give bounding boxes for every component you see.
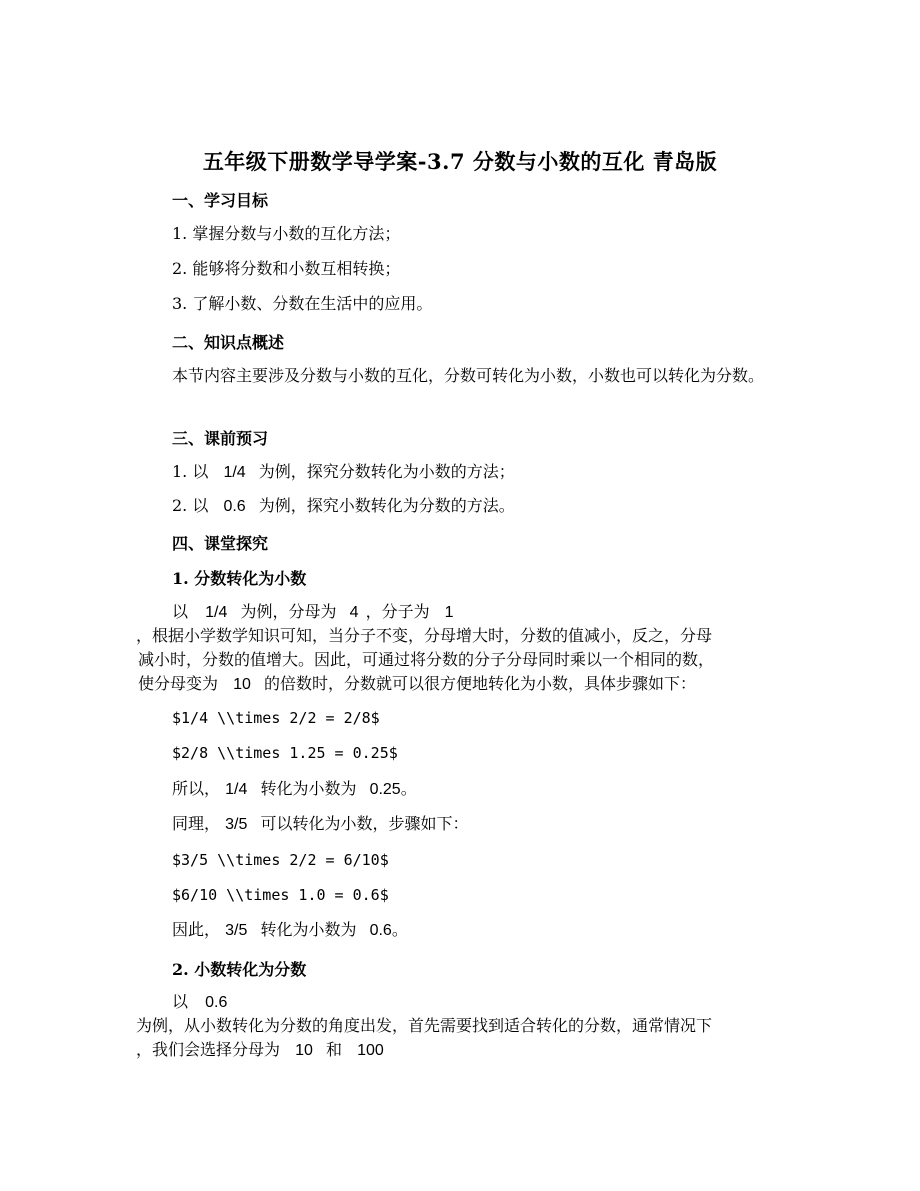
decimal-example-line-2: 为例，从小数转化为分数的角度出发，首先需要找到适合转化的分数，通常情况下: [136, 1016, 713, 1035]
fraction-example-line-4: [138, 672, 696, 697]
formula-step-3: $3/5 \\times 2/2 = 6/10$: [172, 851, 389, 869]
section-heading-preview: 三、课前预习: [172, 429, 269, 448]
preview-item-2-prefix: 2. 以: [172, 496, 209, 515]
decimal-example-line-1: [172, 990, 227, 1015]
result-decimal: 0.25: [369, 781, 401, 798]
result-line-2: [172, 918, 408, 943]
text-segment: 同理，: [172, 814, 221, 833]
fraction-value: 1/4: [205, 604, 228, 621]
objective-item-2: 2. 能够将分数和小数互相转换；: [172, 259, 401, 278]
preview-item-1: [172, 460, 515, 485]
preview-item-1-prefix: 1. 以: [172, 462, 209, 481]
text-segment: ，分子为: [365, 602, 430, 621]
result-fraction: 1/4: [225, 781, 248, 798]
result-decimal: 0.6: [369, 922, 392, 939]
fraction-example-line-1: [172, 600, 454, 625]
text-segment: 和: [326, 1040, 343, 1059]
hundred-value: 100: [357, 1042, 384, 1059]
text-segment: 以: [172, 992, 189, 1011]
similarly-line: [172, 812, 468, 837]
text-segment: 所以，: [172, 779, 221, 798]
overview-paragraph: 本节内容主要涉及分数与小数的互化，分数可转化为小数，小数也可以转化为分数。: [172, 366, 765, 385]
preview-item-1-suffix: 为例，探究分数转化为小数的方法；: [258, 462, 515, 481]
result-fraction: 3/5: [225, 922, 248, 939]
subheading-decimal-to-fraction: 2. 小数转化为分数: [172, 960, 307, 979]
formula-step-2: $2/8 \\times 1.25 = 0.25$: [172, 744, 398, 762]
text-segment: 。: [400, 779, 417, 798]
denominator-value: 4: [349, 604, 359, 621]
text-segment: 因此，: [172, 920, 221, 939]
preview-item-2-suffix: 为例，探究小数转化为分数的方法。: [258, 496, 515, 515]
ten-value: 10: [233, 676, 251, 693]
text-segment: 为例，分母为: [240, 602, 337, 621]
text-segment: 使分母变为: [138, 674, 219, 693]
numerator-value: 1: [444, 604, 454, 621]
document-title: 五年级下册数学导学案-3.7 分数与小数的互化 青岛版: [202, 149, 718, 174]
decimal-value: 0.6: [205, 994, 228, 1011]
section-heading-exploration: 四、课堂探究: [172, 534, 269, 553]
decimal-example-line-3: [136, 1038, 384, 1063]
text-segment: 。: [391, 920, 408, 939]
objective-item-1: 1. 掌握分数与小数的互化方法；: [172, 224, 401, 243]
preview-item-2: [172, 494, 515, 519]
section-heading-objectives: 一、学习目标: [172, 191, 269, 210]
objective-item-3: 3. 了解小数、分数在生活中的应用。: [172, 294, 433, 313]
text-segment: 以: [172, 602, 189, 621]
text-segment: 转化为小数为: [260, 920, 357, 939]
similar-fraction: 3/5: [225, 816, 248, 833]
preview-item-1-fraction: 1/4: [223, 464, 246, 481]
text-segment: 可以转化为小数，步骤如下：: [260, 814, 469, 833]
subheading-fraction-to-decimal: 1. 分数转化为小数: [172, 569, 307, 588]
formula-step-4: $6/10 \\times 1.0 = 0.6$: [172, 886, 389, 904]
text-segment: 的倍数时，分数就可以很方便地转化为小数，具体步骤如下：: [264, 674, 697, 693]
text-segment: ，我们会选择分母为: [136, 1040, 281, 1059]
text-segment: 转化为小数为: [260, 779, 357, 798]
preview-item-2-decimal: 0.6: [223, 498, 246, 515]
formula-step-1: $1/4 \\times 2/2 = 2/8$: [172, 709, 380, 727]
ten-value: 10: [295, 1042, 313, 1059]
fraction-example-line-2: ，根据小学数学知识可知，当分子不变，分母增大时，分数的值减小，反之，分母: [136, 626, 713, 645]
section-heading-overview: 二、知识点概述: [172, 333, 285, 352]
fraction-example-line-3: 减小时，分数的值增大。因此，可通过将分数的分子分母同时乘以一个相同的数，: [138, 650, 715, 669]
result-line-1: [172, 777, 417, 802]
